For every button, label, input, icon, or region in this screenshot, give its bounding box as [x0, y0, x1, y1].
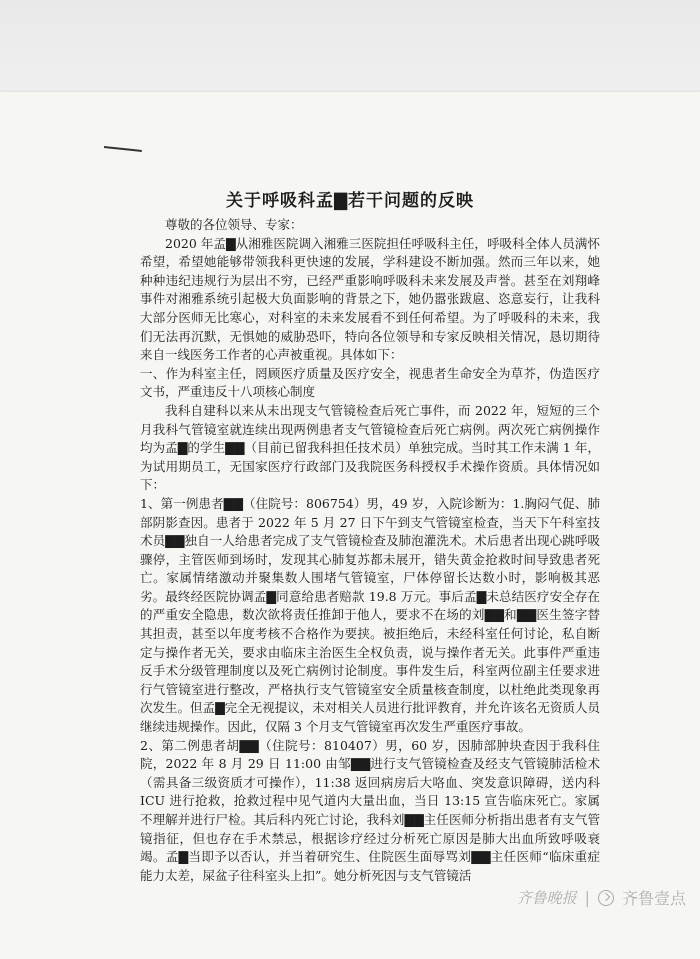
photo-background-top	[0, 0, 700, 92]
brand-logo-icon	[598, 890, 614, 906]
document-title: 关于呼吸科孟▇若干问题的反映	[225, 191, 475, 211]
paragraph-overview: 我科自建科以来从未出现支气管镜检查后死亡事件，而 2022 年，短短的三个月我科气管镜室就连续出现两例患者支气管镜检查后死亡病例。两次死亡病例操作均为孟▇的学生▇▇（目前已留我科担任技术员）单独完成。当时其工作未满 1 年，为试用期员工，无国家医疗行政部门及我院医务科授权手术操作资质。具体情况如下：	[140, 402, 600, 493]
paragraph-case-1: 1、第一例患者▇▇（住院号：806754）男，49 岁，入院诊断为：1.胸闷气促、肺部阴影查因。患者于 2022 年 5 月 27 日下午到支气管镜室检查，当天下午科室技术员▇▇独自一人给患者完成了支气管镜检查及肺泡灌洗术。术后患者出现心跳呼吸骤停，主管医师到场时，发现其心肺复苏都未展开，错失黄金抢救时间导致患者死亡。家属情绪激动并聚集数人围堵气管镜室，尸体停留长达数小时，影响极其恶劣。最终经医院协调孟▇同意给患者赔款 19.8 万元。事后孟▇未总结医疗安全存在的严重安全隐患，数次欲将责任推卸于他人，要求不在场的刘▇▇和▇▇医生签字替其担责，甚至以年度考核不合格作为要挟。被拒绝后，未经科室任何讨论，私自断定与操作者无关，要求由临床主治医生全权负责，说与操作者无关。此事件严重违反手术分级管理制度以及死亡病例讨论制度。事件发生后，科室两位副主任要求进行气管镜室进行整改，严格执行支气管镜室安全质量核查制度，以杜绝此类现象再次发生。但孟▇完全无视提议，未对相关人员进行批评教育，并允许该名无资质人员继续违规操作。因此，仅隔 3 个月支气管镜室再次发生严重医疗事故。	[140, 495, 600, 735]
greeting: 尊敬的各位领导、专家：	[165, 217, 303, 232]
watermark-separator: |	[584, 888, 590, 907]
watermark	[517, 886, 686, 909]
document-body	[140, 216, 600, 885]
paragraph-case-2: 2、第二例患者胡▇▇（住院号：810407）男，60 岁，因肺部肿块查因于我科住院，2022 年 8 月 29 日 11:00 由邹▇▇进行支气管镜检查及经支气管镜肺活检术（需具备三级资质才可操作），11:38 返回病房后大咯血、突发意识障碍，送内科 ICU 进行抢救，抢救过程中见气道内大量出血，当日 13:15 宣告临床死亡。家属不理解并进行尸检。其后科内死亡讨论，我科刘▇▇主任医师分析指出患者有支气管镜指征，但也存在手术禁忌，根据诊疗经过分析死亡原因是肺大出血所致呼吸衰竭。孟▇当即予以否认，并当着研究生、住院医生面辱骂刘▇▇主任医师“临床重症能力太差，屎盆子往科室头上扣”。她分析死因与支气管镜活	[140, 737, 600, 883]
section-heading-1: 一、作为科室主任，罔顾医疗质量及医疗安全，视患者生命安全为草芥，伪造医疗文书，严重违反十八项核心制度	[140, 365, 600, 400]
watermark-logo: 齐鲁晚报	[516, 889, 577, 907]
watermark-brand: 齐鲁壹点	[621, 889, 686, 908]
paragraph-intro: 2020 年孟▇从湘雅医院调入湘雅三医院担任呼吸科主任，呼吸科全体人员满怀希望，希望她能够带领我科更快速的发展，学科建设不断加强。然而三年以来，她种种违纪违规行为层出不穷，已经严重影响呼吸科未来发展及声誉。甚至在刘翔峰事件对湘雅系统引起极大负面影响的背景之下，她仍嚣张跋扈、恣意妄行，让我科大部分医师无比寒心，对科室的未来发展看不到任何希望。为了呼吸科的未来，我们无法再沉默，无惧她的威胁恐吓，特向各位领导和专家反映相关情况，恳切期待来自一线医务工作者的心声被重视。具体如下：	[140, 235, 600, 363]
